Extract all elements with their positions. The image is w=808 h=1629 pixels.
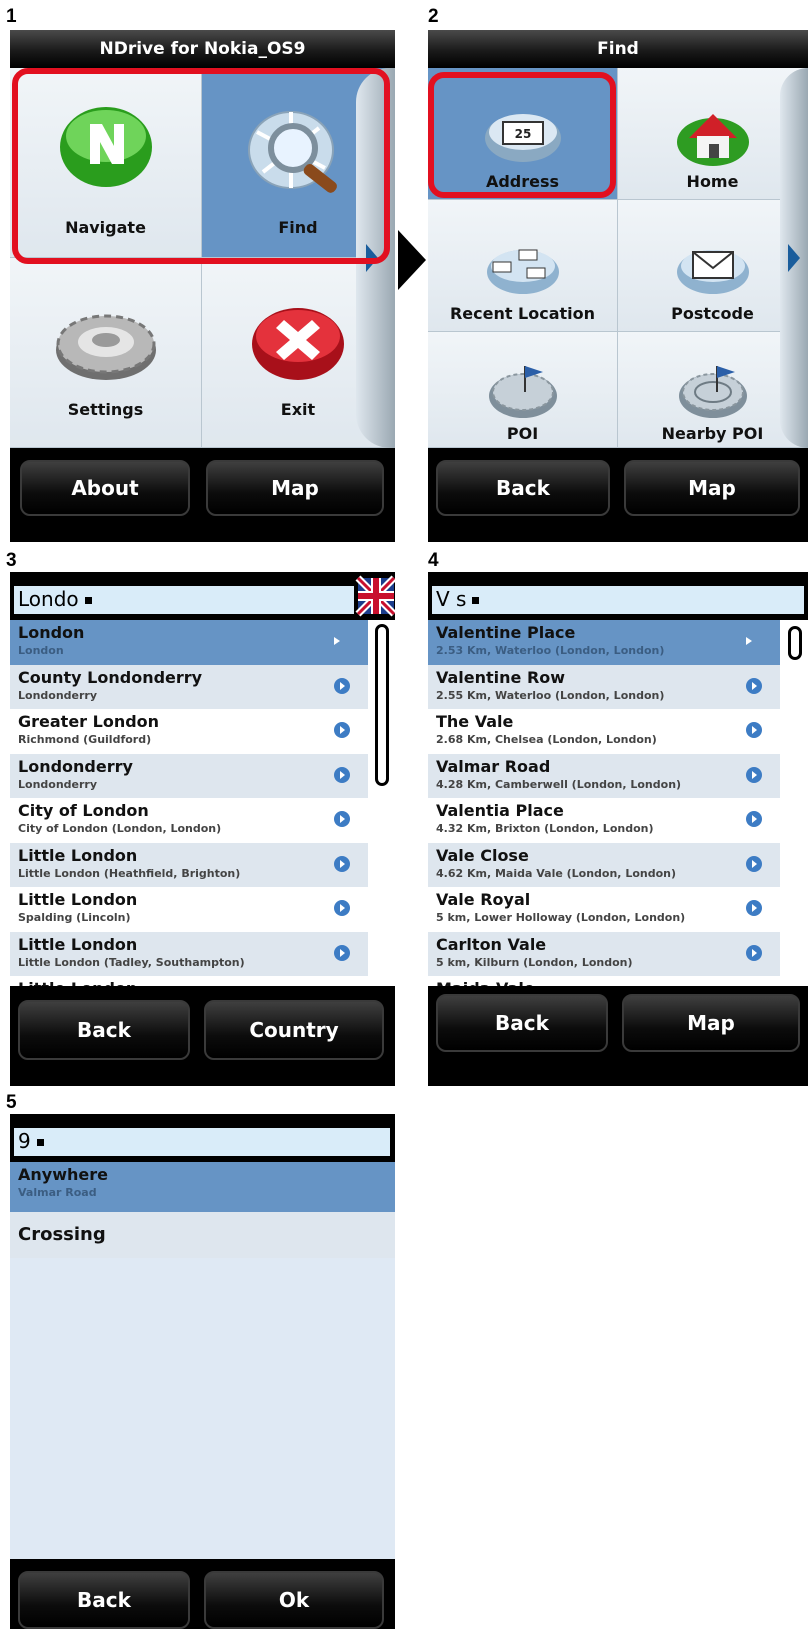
uk-flag-icon[interactable] bbox=[358, 578, 394, 614]
softkey-bar bbox=[10, 1559, 395, 1629]
search-input-value: 9 bbox=[18, 1129, 31, 1153]
chevron-right-icon[interactable] bbox=[746, 767, 762, 783]
list-item[interactable] bbox=[428, 665, 780, 710]
list-item-title: Valentia Place bbox=[436, 801, 564, 820]
chevron-right-icon[interactable] bbox=[334, 945, 350, 961]
menu-item-label: Exit bbox=[280, 400, 316, 419]
back-button[interactable]: Back bbox=[436, 994, 608, 1052]
list-item-detail: London bbox=[18, 644, 64, 657]
softkey-bar bbox=[10, 448, 395, 542]
scrollbar[interactable] bbox=[780, 620, 808, 986]
about-button[interactable]: About bbox=[20, 460, 190, 516]
list-item-title: Vale Royal bbox=[436, 890, 531, 909]
city-search-input[interactable] bbox=[12, 584, 356, 616]
list-item-title: County Londonderry bbox=[18, 667, 203, 687]
chevron-right-icon[interactable] bbox=[746, 637, 752, 645]
city-result-list bbox=[10, 620, 368, 986]
menu-item-label: Navigate bbox=[65, 218, 146, 237]
list-item-title: Vale Close bbox=[436, 845, 529, 865]
map-button[interactable]: Map bbox=[206, 460, 384, 516]
menu-item-label: Find bbox=[278, 218, 318, 237]
highlight-frame bbox=[12, 68, 390, 264]
scrollbar[interactable] bbox=[368, 620, 395, 986]
list-item[interactable] bbox=[428, 887, 780, 932]
list-item-title: Little London bbox=[18, 845, 138, 865]
street-search-input[interactable] bbox=[430, 584, 806, 616]
map-button[interactable]: Map bbox=[624, 460, 800, 516]
screen-street-search bbox=[428, 572, 808, 1086]
list-item[interactable] bbox=[10, 665, 368, 710]
back-button[interactable]: Back bbox=[18, 1571, 190, 1629]
chevron-right-icon[interactable] bbox=[746, 678, 762, 694]
list-item-detail: Richmond (Guildford) bbox=[18, 733, 152, 746]
list-item-detail: 2.68 Km, Chelsea (London, London) bbox=[436, 733, 657, 746]
list-item[interactable] bbox=[428, 709, 780, 754]
postcode-icon bbox=[673, 240, 753, 296]
find-item-poi[interactable] bbox=[428, 332, 618, 448]
list-item-title: Londonderry bbox=[18, 756, 133, 776]
softkey-bar bbox=[10, 986, 395, 1086]
screen-house-number bbox=[10, 1114, 395, 1629]
find-item-label: Home bbox=[686, 172, 739, 191]
highlight-frame bbox=[428, 72, 616, 198]
text-cursor bbox=[472, 597, 479, 604]
list-item[interactable] bbox=[10, 620, 368, 665]
list-item-title: City of London bbox=[18, 801, 149, 820]
list-item-detail: 4.28 Km, Camberwell (London, London) bbox=[436, 777, 682, 791]
list-item-title: Crossing bbox=[18, 1224, 106, 1245]
chevron-right-icon[interactable] bbox=[746, 945, 762, 961]
chevron-right-icon[interactable] bbox=[746, 900, 762, 916]
step-number-5: 5 bbox=[6, 1092, 17, 1113]
list-item-title: Valentine Place bbox=[436, 623, 576, 642]
menu-item-settings[interactable] bbox=[10, 258, 202, 448]
list-item-detail: Valmar Road bbox=[18, 1186, 97, 1199]
chevron-right-icon[interactable] bbox=[334, 678, 350, 694]
list-item-detail: 4.62 Km, Maida Vale (London, London) bbox=[436, 866, 677, 880]
list-item-detail: Londonderry bbox=[18, 777, 98, 791]
screen-title: Find bbox=[428, 30, 808, 68]
list-item-detail: Little London (Heathfield, Brighton) bbox=[18, 866, 241, 880]
chevron-right-icon[interactable] bbox=[334, 767, 350, 783]
list-item[interactable] bbox=[10, 798, 368, 843]
next-step-arrow-icon bbox=[398, 230, 426, 290]
list-item-detail: City of London (London, London) bbox=[18, 822, 222, 835]
chevron-right-icon[interactable] bbox=[334, 900, 350, 916]
chevron-right-icon[interactable] bbox=[334, 722, 350, 738]
list-item-detail: 5 km, Lower Holloway (London, London) bbox=[436, 911, 686, 924]
list-item-anywhere[interactable] bbox=[10, 1162, 395, 1212]
chevron-right-icon[interactable] bbox=[334, 856, 350, 872]
chevron-right-icon[interactable] bbox=[334, 637, 340, 645]
step-number-4: 4 bbox=[428, 550, 439, 571]
softkey-bar bbox=[428, 448, 808, 542]
find-item-label: Postcode bbox=[671, 304, 754, 323]
softkey-bar bbox=[428, 986, 808, 1086]
ok-button[interactable]: Ok bbox=[204, 1571, 384, 1629]
home-icon bbox=[673, 108, 753, 168]
poi-icon bbox=[483, 360, 563, 420]
step-number-1: 1 bbox=[6, 6, 17, 27]
exit-icon bbox=[248, 302, 348, 382]
list-item-detail: 4.32 Km, Brixton (London, London) bbox=[436, 822, 654, 835]
back-button[interactable]: Back bbox=[436, 460, 610, 516]
list-item[interactable] bbox=[10, 932, 368, 977]
list-item[interactable] bbox=[10, 843, 368, 888]
screen-city-search bbox=[10, 572, 395, 1086]
list-item[interactable] bbox=[10, 887, 368, 932]
list-item[interactable] bbox=[428, 843, 780, 888]
list-item-title: Little London bbox=[18, 934, 138, 954]
next-page-arrow-icon[interactable] bbox=[788, 244, 800, 272]
list-item-title: Anywhere bbox=[18, 1165, 108, 1184]
list-item-detail: 2.55 Km, Waterloo (London, London) bbox=[436, 688, 665, 702]
menu-item-label: Settings bbox=[67, 400, 144, 419]
svg-text:25: 25 bbox=[514, 127, 531, 141]
text-cursor bbox=[37, 1139, 44, 1146]
find-item-label: POI bbox=[506, 424, 539, 443]
house-number-input[interactable] bbox=[12, 1126, 392, 1158]
list-item-title: Valmar Road bbox=[436, 756, 551, 776]
list-item-title: Valentine Row bbox=[436, 667, 566, 687]
list-item-detail: Little London (Tadley, Southampton) bbox=[18, 955, 245, 969]
list-item-title: Little London bbox=[18, 890, 138, 909]
text-cursor bbox=[85, 597, 92, 604]
find-item-label: Address bbox=[485, 172, 560, 191]
list-item[interactable] bbox=[428, 932, 780, 977]
recent-location-icon bbox=[483, 240, 563, 296]
search-input-value: V s bbox=[436, 587, 467, 611]
step-number-3: 3 bbox=[6, 550, 17, 571]
list-item-title: The Vale bbox=[436, 712, 514, 731]
chevron-right-icon[interactable] bbox=[746, 811, 762, 827]
list-item-crossing[interactable] bbox=[10, 1212, 395, 1258]
list-item[interactable] bbox=[428, 798, 780, 843]
find-item-recent-location[interactable] bbox=[428, 200, 618, 332]
scrollbar-thumb[interactable] bbox=[788, 626, 802, 660]
screen-title: NDrive for Nokia_OS9 bbox=[10, 30, 395, 68]
back-button[interactable]: Back bbox=[18, 1000, 190, 1060]
list-item-title: Greater London bbox=[18, 712, 160, 731]
find-item-label: Nearby POI bbox=[661, 424, 764, 443]
list-item-title: Carlton Vale bbox=[436, 934, 547, 954]
country-button[interactable]: Country bbox=[204, 1000, 384, 1060]
settings-icon bbox=[51, 306, 161, 386]
step-number-2: 2 bbox=[428, 6, 439, 27]
list-item-title: London bbox=[18, 623, 85, 642]
nearby-poi-icon bbox=[673, 360, 753, 420]
list-item[interactable] bbox=[428, 620, 780, 665]
scrollbar-thumb[interactable] bbox=[375, 624, 389, 786]
list-item[interactable] bbox=[428, 754, 780, 799]
chevron-right-icon[interactable] bbox=[746, 856, 762, 872]
list-item-detail: 2.53 Km, Waterloo (London, London) bbox=[436, 644, 665, 657]
chevron-right-icon[interactable] bbox=[334, 811, 350, 827]
list-item-detail: Londonderry bbox=[18, 688, 98, 702]
search-input-value: Londo bbox=[18, 587, 79, 611]
map-button[interactable]: Map bbox=[622, 994, 800, 1052]
list-item[interactable] bbox=[10, 754, 368, 799]
chevron-right-icon[interactable] bbox=[746, 722, 762, 738]
list-item[interactable] bbox=[10, 709, 368, 754]
list-item-detail: Spalding (Lincoln) bbox=[18, 911, 131, 924]
street-result-list bbox=[428, 620, 780, 986]
list-item-detail: 5 km, Kilburn (London, London) bbox=[436, 955, 633, 969]
find-item-label: Recent Location bbox=[449, 304, 596, 323]
